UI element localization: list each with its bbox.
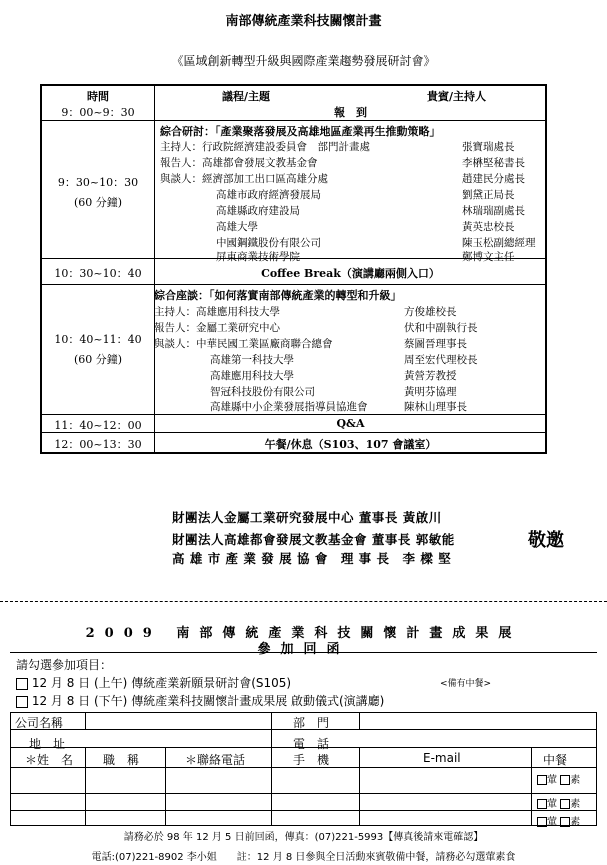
schedule-table — [40, 84, 547, 454]
column-divider — [359, 747, 360, 825]
person: 方俊雄校長 — [404, 306, 457, 318]
qa-label: Q&A — [336, 417, 365, 430]
page-subtitle: 《區域創新轉型升級與國際產業趨勢發展研討會》 — [171, 54, 436, 68]
lunch-label: 午餐/休息（S103、107 會議室） — [264, 438, 437, 451]
reply-title: 2009 南部傳統產業科技關懷計畫成果展 — [85, 626, 522, 641]
meat-label: 葷 — [547, 817, 557, 828]
session1-heading: 綜合研討：「產業聚落發展及高雄地區產業再生推動策略」 — [160, 125, 441, 138]
person: 陳林山理事長 — [404, 401, 467, 413]
footer-contact: 電話:(07)221-8902 李小姐 註：12 月 8 日參與全日活動來賓敬備中餐，請務必勾選葷素食 — [91, 852, 516, 863]
person: 伏和中副執行長 — [404, 322, 478, 334]
checkin-label: 報 到 — [334, 106, 367, 119]
option-row[interactable] — [16, 674, 291, 691]
time-slot: 11：40~12：00 — [54, 419, 142, 432]
contact-phone-label: ＊聯絡電話 — [185, 753, 246, 767]
option-date: 12 月 8 日 (下午) — [31, 694, 128, 708]
org: 高雄市政府經濟發展局 — [216, 189, 321, 201]
mobile-label: 手 機 — [293, 753, 330, 767]
meat-checkbox[interactable] — [537, 799, 547, 809]
time-slot: 10：40~11：40 — [54, 333, 142, 346]
option-checkbox[interactable] — [16, 678, 28, 690]
option-checkbox[interactable] — [16, 696, 28, 708]
meal-choice[interactable] — [537, 795, 580, 810]
role: 主持人： — [154, 306, 196, 318]
veg-checkbox[interactable] — [560, 817, 570, 827]
veg-label: 素 — [570, 817, 581, 828]
reply-subtitle: 參加回函 — [257, 642, 350, 657]
person: 黃英忠校長 — [462, 221, 515, 233]
option-row[interactable] — [16, 692, 384, 709]
org: 高雄縣中小企業發展指導員協進會 — [210, 401, 368, 413]
option-text: 傳統產業新願景研討會(S105) — [131, 676, 292, 690]
invite-text: 敬邀 — [528, 530, 564, 551]
org: 智冠科技股份有限公司 — [210, 386, 315, 398]
host-line: 高 雄 市 產 業 發 展 協 會 理 事 長 李 樑 堅 — [172, 551, 452, 566]
session2-heading: 綜合座談：「如何落實南部傳統產業的轉型和升級」 — [154, 289, 402, 302]
org: 行政院經濟建設委員會 部門計畫處 — [202, 141, 370, 153]
person: 張寶瑞處長 — [462, 141, 515, 153]
veg-label: 素 — [570, 775, 581, 786]
person: 黃營芳教授 — [404, 370, 457, 382]
email-label: E-mail — [423, 751, 461, 765]
meat-label: 葷 — [547, 775, 557, 786]
footer-deadline: 請務必於 98 年 12 月 5 日前回函，傳真：(07)221-5993【傳真後請來電確認】 — [123, 832, 484, 843]
header-host: 貴賓/主持人 — [427, 90, 487, 103]
person: 黃明芬協理 — [404, 386, 457, 398]
header-time: 時間 — [87, 90, 109, 103]
host-line: 財團法人金屬工業研究發展中心 董事長 黃啟川 — [172, 510, 442, 525]
org: 金屬工業研究中心 — [196, 322, 280, 334]
person: 周至宏代理校長 — [404, 354, 478, 366]
company-label: 公司名稱 — [15, 716, 64, 730]
veg-checkbox[interactable] — [560, 775, 570, 785]
org: 中華民國工業區廠商聯合總會 — [196, 338, 333, 350]
person: 李楙堅秘書長 — [462, 157, 525, 169]
column-divider — [85, 747, 86, 825]
coffee-break: Coffee Break（演講廳兩側入口） — [261, 267, 440, 280]
role: 與談人： — [160, 173, 202, 185]
person: 劉黛正局長 — [462, 189, 515, 201]
org: 高雄應用科技大學 — [196, 306, 280, 318]
veg-label: 素 — [570, 799, 581, 810]
person: 林瑞瑞副處長 — [462, 205, 525, 217]
column-divider — [271, 713, 272, 825]
registration-table — [10, 712, 597, 826]
org: 經濟部加工出口區高雄分處 — [202, 173, 328, 185]
header-agenda: 議程/主題 — [222, 90, 271, 103]
reply-prompt: 請勾選參加項目： — [16, 658, 113, 672]
row-divider — [42, 120, 545, 121]
column-divider — [359, 713, 360, 729]
meal-choice[interactable] — [537, 771, 580, 786]
option-date: 12 月 8 日 (上午) — [31, 676, 128, 690]
role: 主持人： — [160, 141, 202, 153]
org: 屏東商業技術學院 — [216, 251, 300, 263]
person: 陳玉松副總經理 — [462, 237, 536, 249]
host-line: 財團法人高雄都會發展文教基金會 董事長 郭敏能 — [172, 532, 455, 547]
row-divider — [11, 810, 596, 811]
role: 報告人： — [160, 157, 202, 169]
org: 高雄第一科技大學 — [210, 354, 294, 366]
meat-checkbox[interactable] — [537, 817, 547, 827]
person: 蔡圖晉理事長 — [404, 338, 467, 350]
role: 與談人： — [154, 338, 196, 350]
person: 趙建民分處長 — [462, 173, 525, 185]
lunch-label: 中餐 — [543, 753, 568, 767]
dept-label: 部 門 — [293, 716, 330, 730]
meal-choice[interactable] — [537, 813, 580, 828]
address-label: 地 址 — [29, 737, 66, 751]
veg-checkbox[interactable] — [560, 799, 570, 809]
meat-checkbox[interactable] — [537, 775, 547, 785]
org: 高雄大學 — [216, 221, 258, 233]
page-title: 南部傳統產業科技關懷計畫 — [225, 14, 382, 29]
title-label: 職 稱 — [103, 753, 140, 767]
cut-line — [0, 601, 607, 602]
meat-label: 葷 — [547, 799, 557, 810]
option-text: 傳統產業科技關懷計畫成果展 啟動儀式(演講廳) — [131, 694, 385, 708]
time-slot: 10：30~10：40 — [54, 267, 142, 280]
org: 高雄都會發展文教基金會 — [202, 157, 318, 169]
divider — [10, 652, 597, 653]
column-divider — [531, 747, 532, 825]
option-note: <備有中餐> — [440, 679, 492, 689]
row-divider — [11, 793, 596, 794]
header-time-range: 9：00~9：30 — [61, 106, 135, 119]
org: 中國鋼鐵股份有限公司 — [216, 237, 321, 249]
column-divider — [85, 713, 86, 729]
row-divider — [42, 414, 545, 415]
org: 高雄應用科技大學 — [210, 370, 294, 382]
role: 報告人： — [154, 322, 196, 334]
time-slot: 12：00~13：30 — [54, 438, 142, 451]
row-divider — [42, 284, 545, 285]
name-label: ＊姓 名 — [25, 753, 74, 767]
phone-label: 電 話 — [293, 737, 330, 751]
duration: (60 分鐘) — [73, 353, 123, 366]
org: 高雄縣政府建設局 — [216, 205, 300, 217]
person: 鄭博文主任 — [462, 251, 515, 263]
duration: (60 分鐘) — [73, 196, 123, 209]
column-divider — [165, 747, 166, 825]
time-slot: 9：30~10：30 — [57, 176, 139, 189]
